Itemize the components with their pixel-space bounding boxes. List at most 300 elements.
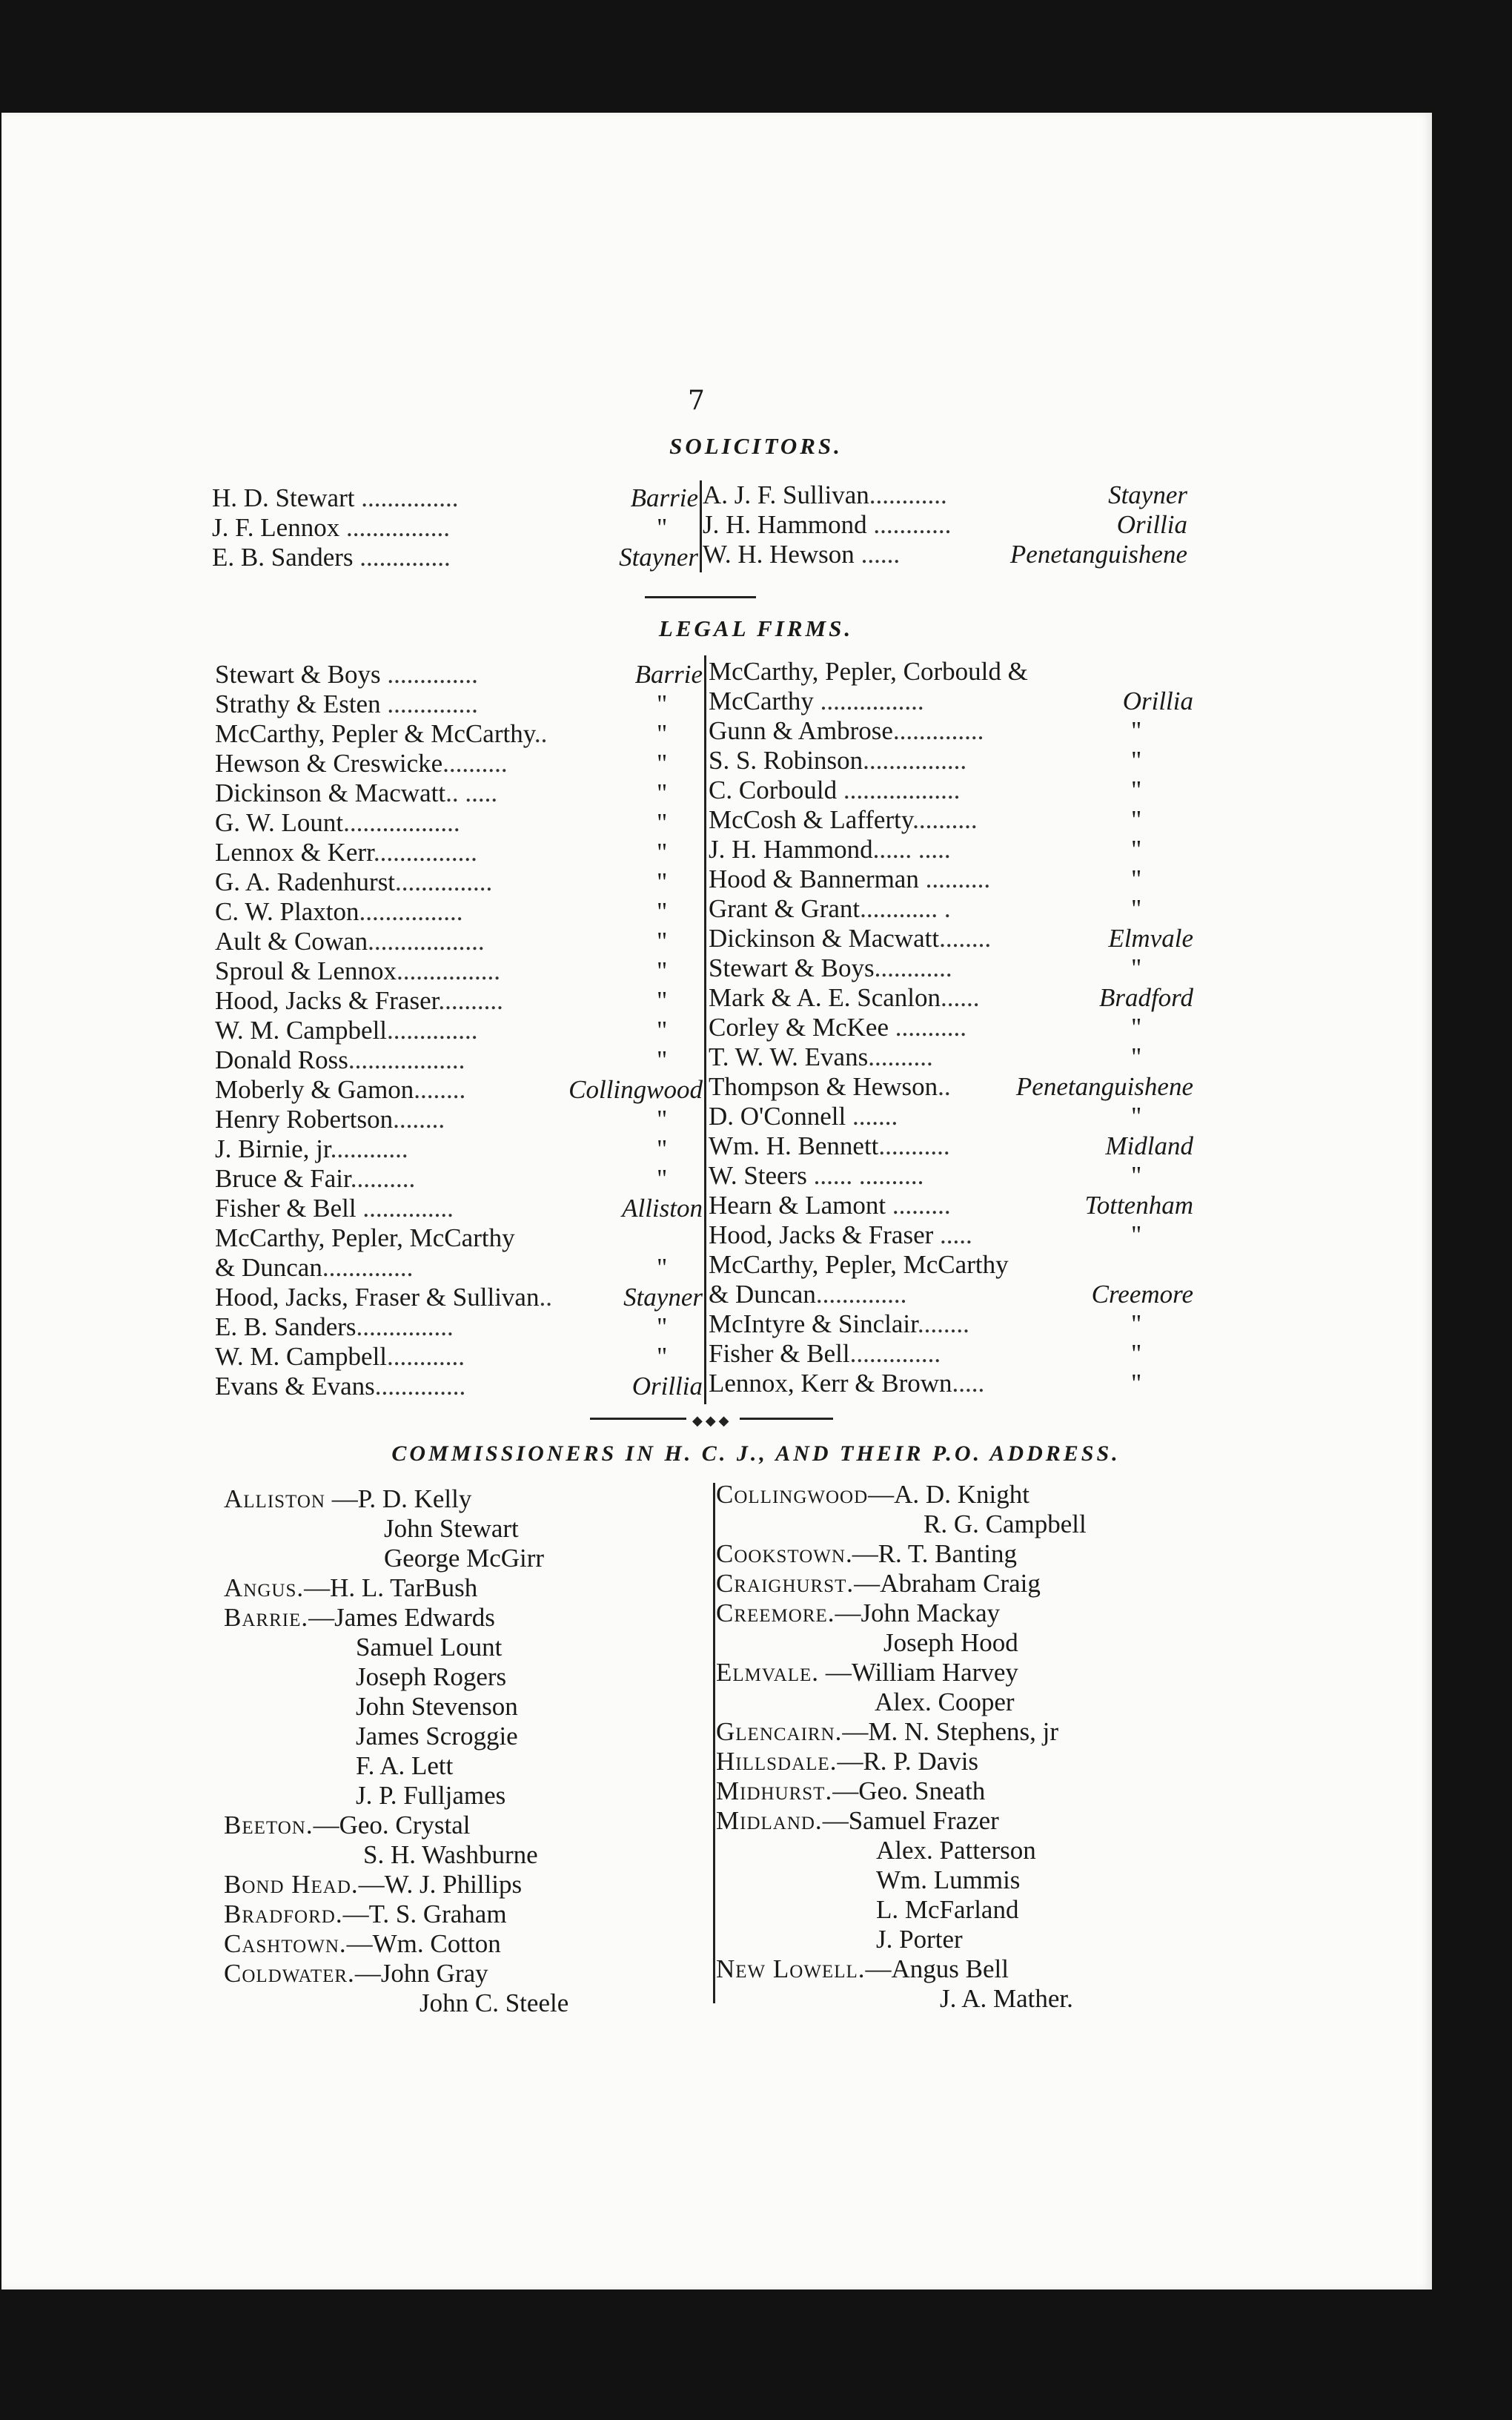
listing-name: Stewart & Boys xyxy=(709,953,875,982)
commissioner-town-row xyxy=(224,1811,471,1840)
listing-name: Donald Ross xyxy=(215,1045,348,1074)
town-name: Cookstown xyxy=(716,1539,846,1568)
dash-separator: — xyxy=(304,1573,331,1602)
listing-name: Strathy & Esten xyxy=(215,690,381,718)
commissioner-name: M. N. Stephens, jr xyxy=(868,1717,1059,1746)
listing-name: W. M. Campbell xyxy=(215,1016,388,1045)
listing-row xyxy=(215,1342,668,1372)
listing-row xyxy=(215,1312,668,1342)
leader-dots: ........ xyxy=(414,1075,466,1104)
listing-name: Hearn & Lamont xyxy=(709,1191,886,1220)
listing-row xyxy=(215,690,668,719)
listing-name: Fisher & Bell xyxy=(709,1339,850,1368)
commissioner-town-row xyxy=(716,1776,985,1806)
listing-name: J. F. Lennox xyxy=(212,513,340,542)
listing-place: Orillia xyxy=(1116,510,1187,539)
listing-name: McCarthy, Pepler, McCarthy xyxy=(709,1250,1009,1279)
ditto-mark: " xyxy=(1131,776,1142,804)
listing-row xyxy=(703,540,1187,569)
leader-dots: ............ xyxy=(330,1134,408,1163)
listing-name: C. Corbould xyxy=(709,776,838,804)
listing-row xyxy=(703,510,1187,540)
listing-name: McCarthy, Pepler, Corbould & xyxy=(709,657,1028,686)
town-name: New Lowell. xyxy=(716,1954,866,1983)
leader-dots: .............. xyxy=(380,660,478,689)
commissioner-name: J. A. Mather. xyxy=(940,1984,1073,2013)
commissioner-name: John C. Steele xyxy=(420,1988,569,2017)
dash-separator: — xyxy=(835,1599,861,1627)
commissioner-name: H. L. TarBush xyxy=(330,1573,478,1602)
dash-separator: — xyxy=(354,1959,381,1988)
leader-dots: .............. xyxy=(815,1280,907,1309)
ditto-mark: " xyxy=(657,808,668,837)
leader-dots: ................ xyxy=(396,956,500,985)
listing-place: Penetanguishene xyxy=(1015,1072,1193,1101)
listing-name: Hood, Jacks, Fraser & Sullivan xyxy=(215,1283,540,1312)
listing-place: Orillia xyxy=(631,1372,703,1401)
town-name: Midland. xyxy=(716,1806,823,1835)
listing-name: Lennox & Kerr xyxy=(215,838,374,867)
listing-name: Hood, Jacks & Fraser xyxy=(215,986,439,1015)
dash-separator: — xyxy=(346,1929,373,1958)
listing-row xyxy=(709,924,1193,953)
listing-place: Barrie xyxy=(630,483,698,512)
town-name: Hillsdale. xyxy=(716,1747,838,1776)
listing-row xyxy=(709,1220,1142,1250)
leader-dots: ................ xyxy=(813,687,924,715)
listing-row xyxy=(212,513,668,543)
leader-dots: ................ xyxy=(339,513,450,542)
leader-dots: .......... xyxy=(912,805,978,834)
listing-row xyxy=(709,1072,1193,1102)
commissioner-name: Alex. Cooper xyxy=(875,1687,1015,1716)
town-name: Barrie. xyxy=(224,1603,309,1632)
dash-separator: — xyxy=(342,1900,369,1928)
commissioner-town-row xyxy=(716,1480,1029,1510)
listing-name: McIntyre & Sinclair xyxy=(709,1309,918,1338)
leader-dots: .................. xyxy=(348,1045,465,1074)
town-name: Beeton. xyxy=(224,1811,314,1839)
listing-row xyxy=(215,749,668,778)
dash-separator: — xyxy=(837,1747,863,1776)
listing-place: Alliston xyxy=(622,1194,703,1223)
leader-dots: .................. xyxy=(368,927,485,956)
commissioner-town-row xyxy=(716,1954,1009,1984)
commissioner-name: A. D. Knight xyxy=(894,1480,1029,1509)
leader-dots: ..... xyxy=(952,1369,985,1398)
leader-dots: .............. xyxy=(849,1339,941,1368)
commissioner-name: Joseph Rogers xyxy=(356,1662,507,1691)
dash-separator: — xyxy=(868,1480,895,1509)
ditto-mark: " xyxy=(657,867,668,896)
listing-name: Dickinson & Macwatt xyxy=(709,924,940,953)
leader-dots: .............. xyxy=(892,716,984,745)
listing-place: Penetanguishene xyxy=(1009,540,1187,569)
dash-separator: — xyxy=(822,1806,849,1835)
ornament-rule-right xyxy=(740,1418,833,1420)
leader-dots: ............... xyxy=(395,867,493,896)
dash-separator: — xyxy=(819,1658,852,1687)
ditto-mark: " xyxy=(657,1016,668,1045)
leader-dots: .............. xyxy=(356,1194,454,1223)
listing-row xyxy=(709,953,1142,983)
commissioner-name: P. D. Kelly xyxy=(357,1484,472,1513)
leader-dots: .......... xyxy=(438,986,503,1015)
commissioner-name: J. P. Fulljames xyxy=(356,1781,506,1810)
town-name: Bond Head. xyxy=(224,1870,359,1899)
ditto-mark: " xyxy=(1131,1102,1142,1131)
leader-dots: ..... xyxy=(933,1220,972,1249)
listing-name: J. Birnie, jr xyxy=(215,1134,331,1163)
listing-row xyxy=(215,1105,668,1134)
ditto-mark: " xyxy=(1131,1309,1142,1338)
listing-row xyxy=(709,983,1193,1013)
listing-row xyxy=(709,805,1142,835)
leader-dots: ............ xyxy=(869,480,947,509)
listing-row xyxy=(215,986,668,1016)
listing-row xyxy=(215,867,668,897)
leader-dots: .......... xyxy=(868,1042,933,1071)
ditto-mark: " xyxy=(657,1045,668,1074)
town-name: Bradford. xyxy=(224,1900,343,1928)
leader-dots: ......... xyxy=(886,1191,951,1220)
listing-name: Fisher & Bell xyxy=(215,1194,357,1223)
listing-place: Barrie xyxy=(634,660,703,689)
commissioner-town-row xyxy=(224,1573,477,1603)
leader-dots: .............. xyxy=(322,1253,414,1282)
listing-name: W. M. Campbell xyxy=(215,1342,388,1371)
commissioner-town-row xyxy=(716,1717,1058,1747)
dash-separator: — xyxy=(358,1870,385,1899)
dash-separator: — xyxy=(313,1811,339,1839)
leader-dots: ........ xyxy=(393,1105,445,1134)
solicitors-column-divider xyxy=(700,480,702,572)
listing-name: Gunn & Ambrose xyxy=(709,716,893,745)
listing-name: Mark & A. E. Scanlon xyxy=(709,983,941,1012)
leader-dots: ............ xyxy=(387,1342,465,1371)
commissioner-name: T. S. Graham xyxy=(368,1900,507,1928)
town-name: Elmvale. xyxy=(716,1658,820,1687)
listing-name: Hood, Jacks & Fraser xyxy=(709,1220,934,1249)
commissioner-town-row xyxy=(716,1539,1017,1569)
leader-dots: ...... ..... xyxy=(872,835,951,864)
leader-dots: ............... xyxy=(356,1312,454,1341)
leader-dots: ........ xyxy=(917,1309,969,1338)
listing-row xyxy=(215,1283,703,1312)
commissioner-town-row xyxy=(716,1599,1000,1628)
ditto-mark: " xyxy=(657,897,668,926)
dash-separator: — xyxy=(842,1717,869,1746)
leader-dots: .. xyxy=(534,719,548,748)
ditto-mark: " xyxy=(657,1253,668,1282)
leader-dots: ................ xyxy=(359,897,463,926)
legal-firms-heading: LEGAL FIRMS. xyxy=(658,615,854,641)
listing-name: McCarthy xyxy=(709,687,814,715)
listing-row xyxy=(215,1194,703,1223)
town-name: Angus. xyxy=(224,1573,305,1602)
leader-dots: .................. xyxy=(343,808,460,837)
leader-dots: ........ xyxy=(939,924,992,953)
listing-name: Hood & Bannerman xyxy=(709,864,919,893)
page-number: 7 xyxy=(688,386,705,416)
commissioner-name: James Edwards xyxy=(334,1603,495,1632)
commissioner-name: Alex. Patterson xyxy=(876,1836,1036,1865)
listing-name: Moberly & Gamon xyxy=(215,1075,414,1104)
listing-name: Wm. H. Bennett xyxy=(709,1131,879,1160)
listing-row xyxy=(709,835,1142,864)
listing-name: & Duncan xyxy=(215,1253,322,1282)
listing-name: Grant & Grant xyxy=(709,894,861,923)
listing-place: Bradford xyxy=(1098,983,1193,1012)
town-name: Alliston xyxy=(224,1484,325,1513)
listing-row xyxy=(709,1013,1142,1042)
ditto-mark: " xyxy=(1131,894,1142,923)
ditto-mark: " xyxy=(1131,805,1142,834)
ditto-mark: " xyxy=(1131,1161,1142,1190)
listing-place: Orillia xyxy=(1122,687,1193,715)
listing-row xyxy=(215,838,668,867)
commissioner-name: William Harvey xyxy=(851,1658,1018,1687)
ditto-mark: " xyxy=(657,1312,668,1341)
commissioner-name: F. A. Lett xyxy=(356,1751,454,1780)
listing-row xyxy=(709,1042,1142,1072)
commissioner-name: Joseph Hood xyxy=(883,1628,1018,1657)
listing-name: E. B. Sanders xyxy=(215,1312,357,1341)
commissioner-name: Samuel Lount xyxy=(356,1633,503,1662)
commissioner-name: Geo. Sneath xyxy=(858,1776,986,1805)
commissioner-town-row xyxy=(716,1569,1041,1599)
commissioner-town-row xyxy=(716,1806,999,1836)
commissioner-name: Angus Bell xyxy=(891,1954,1009,1983)
listing-row xyxy=(709,1280,1193,1309)
listing-row xyxy=(215,1164,668,1194)
ditto-mark: " xyxy=(1131,1013,1142,1042)
listing-row xyxy=(215,1253,668,1283)
ditto-mark: " xyxy=(657,1164,668,1193)
listing-row xyxy=(215,778,668,808)
leader-dots: ............... xyxy=(354,483,459,512)
listing-row xyxy=(215,1016,668,1045)
town-name: Collingwood xyxy=(716,1480,869,1509)
commissioner-town-row xyxy=(224,1929,501,1959)
listing-row xyxy=(709,1309,1142,1339)
leader-dots: ........... xyxy=(888,1013,966,1042)
listing-name: Hewson & Creswicke xyxy=(215,749,443,778)
commissioner-town-row xyxy=(716,1747,978,1776)
leader-dots: .......... xyxy=(918,864,991,893)
listing-name: Lennox, Kerr & Brown xyxy=(709,1369,952,1398)
leader-dots: ...... xyxy=(854,540,901,569)
town-name: Glencairn. xyxy=(716,1717,843,1746)
commissioner-town-row xyxy=(224,1900,507,1929)
commissioner-town-row xyxy=(224,1603,495,1633)
listing-name: Evans & Evans xyxy=(215,1372,375,1401)
ditto-mark: " xyxy=(1131,1369,1142,1398)
listing-name: McCosh & Lafferty xyxy=(709,805,913,834)
dash-separator: — xyxy=(832,1776,859,1805)
commissioner-name: Geo. Crystal xyxy=(339,1811,471,1839)
listing-row xyxy=(215,897,668,927)
commissioner-town-row xyxy=(716,1658,1018,1687)
listing-row xyxy=(709,716,1142,746)
town-name: Midhurst. xyxy=(716,1776,833,1805)
leader-dots: ....... xyxy=(846,1102,898,1131)
ditto-mark: " xyxy=(1131,746,1142,775)
dash-separator: — xyxy=(308,1603,335,1632)
commissioner-name: L. McFarland xyxy=(876,1895,1019,1924)
listing-row xyxy=(215,1045,668,1075)
ditto-mark: " xyxy=(1131,864,1142,893)
listing-name: G. W. Lount xyxy=(215,808,344,837)
listing-name: H. D. Stewart xyxy=(212,483,355,512)
listing-row xyxy=(709,657,1028,687)
town-name: Cashtown. xyxy=(224,1929,347,1958)
listing-name: D. O'Connell xyxy=(709,1102,846,1131)
commissioner-name: Wm. Cotton xyxy=(372,1929,501,1958)
listing-row xyxy=(709,687,1193,716)
listing-name: A. J. F. Sullivan xyxy=(703,480,869,509)
commissioner-name: Abraham Craig xyxy=(880,1569,1041,1598)
ditto-mark: " xyxy=(1131,953,1142,982)
leader-dots: ........... xyxy=(878,1131,950,1160)
legal-firms-column-divider xyxy=(704,655,706,1404)
listing-row xyxy=(709,1131,1193,1161)
ditto-mark: " xyxy=(657,956,668,985)
town-name: Craighurst. xyxy=(716,1569,855,1598)
listing-place: Tottenham xyxy=(1084,1191,1193,1220)
ditto-mark: " xyxy=(1131,1339,1142,1368)
listing-row xyxy=(215,927,668,956)
listing-place: Creemore xyxy=(1091,1280,1193,1309)
ditto-mark: " xyxy=(657,690,668,718)
leader-dots: .......... xyxy=(350,1164,416,1193)
leader-dots: ................ xyxy=(863,746,967,775)
commissioner-town-row xyxy=(224,1484,471,1514)
commissioner-town-row xyxy=(224,1870,522,1900)
listing-name: Dickinson & Macwatt xyxy=(215,778,446,807)
listing-name: Ault & Cowan xyxy=(215,927,368,956)
ditto-mark: " xyxy=(657,1134,668,1163)
listing-row xyxy=(709,746,1142,776)
leader-dots: .............. xyxy=(374,1372,466,1401)
commissioner-name: John Mackay xyxy=(861,1599,1001,1627)
listing-row xyxy=(215,1372,703,1401)
ditto-mark: " xyxy=(1131,1220,1142,1249)
commissioner-name: S. H. Washburne xyxy=(363,1840,538,1869)
listing-place: Collingwood xyxy=(568,1075,703,1104)
listing-place: Stayner xyxy=(619,543,698,572)
dash-separator: — xyxy=(325,1484,358,1513)
listing-place: Midland xyxy=(1105,1131,1193,1160)
listing-name: Sproul & Lennox xyxy=(215,956,397,985)
commissioner-name: John Gray xyxy=(380,1959,488,1988)
listing-name: C. W. Plaxton xyxy=(215,897,359,926)
commissioners-column-divider xyxy=(713,1483,715,2003)
ditto-mark: " xyxy=(657,1342,668,1371)
listing-place: Elmvale xyxy=(1108,924,1193,953)
ditto-mark: " xyxy=(657,513,668,542)
ditto-mark: " xyxy=(657,1105,668,1134)
leader-dots: .. xyxy=(539,1283,552,1312)
listing-row xyxy=(212,483,698,513)
leader-dots: .............. xyxy=(353,543,451,572)
commissioner-name: John Stewart xyxy=(384,1514,519,1543)
leader-dots: .................. xyxy=(837,776,961,804)
leader-dots: ................ xyxy=(373,838,477,867)
listing-name: E. B. Sanders xyxy=(212,543,354,572)
listing-place: Stayner xyxy=(1108,480,1187,509)
listing-row xyxy=(212,543,698,572)
listing-row xyxy=(215,1223,515,1253)
listing-row xyxy=(709,1250,1009,1280)
listing-name: G. A. Radenhurst xyxy=(215,867,396,896)
solicitors-heading: SOLICITORS. xyxy=(669,433,843,459)
listing-row xyxy=(709,1191,1193,1220)
listing-name: McCarthy, Pepler & McCarthy xyxy=(215,719,534,748)
listing-row xyxy=(709,864,1142,894)
listing-name: Corley & McKee xyxy=(709,1013,889,1042)
listing-name: W. H. Hewson xyxy=(703,540,855,569)
listing-name: McCarthy, Pepler, McCarthy xyxy=(215,1223,515,1252)
ditto-mark: " xyxy=(1131,1042,1142,1071)
listing-row xyxy=(709,1102,1142,1131)
listing-place: Stayner xyxy=(623,1283,703,1312)
ornament-rule-left xyxy=(590,1418,686,1420)
dash-separator: — xyxy=(865,1954,892,1983)
leader-dots: .. xyxy=(938,1072,951,1101)
listing-row xyxy=(709,1161,1142,1191)
listing-row xyxy=(709,776,1142,805)
listing-name: Thompson & Hewson xyxy=(709,1072,938,1101)
leader-dots: ............ xyxy=(866,510,952,539)
commissioner-name: R. P. Davis xyxy=(863,1747,979,1776)
listing-row xyxy=(215,1075,703,1105)
ditto-mark: " xyxy=(1131,835,1142,864)
commissioner-name: R. T. Banting xyxy=(878,1539,1018,1568)
ditto-mark: " xyxy=(657,986,668,1015)
ditto-mark: " xyxy=(657,749,668,778)
ditto-mark: " xyxy=(657,778,668,807)
commissioner-name: J. Porter xyxy=(876,1925,963,1954)
listing-row xyxy=(709,1369,1142,1398)
leader-dots: ............ . xyxy=(860,894,951,923)
listing-name: T. W. W. Evans xyxy=(709,1042,869,1071)
listing-name: J. H. Hammond xyxy=(709,835,873,864)
listing-row xyxy=(703,480,1187,510)
ditto-mark: " xyxy=(1131,716,1142,745)
commissioner-town-row xyxy=(224,1959,488,1988)
listing-name: Bruce & Fair xyxy=(215,1164,351,1193)
ditto-mark: " xyxy=(657,838,668,867)
listing-name: & Duncan xyxy=(709,1280,816,1309)
listing-row xyxy=(215,808,668,838)
commissioner-name: James Scroggie xyxy=(356,1722,518,1750)
ditto-mark: " xyxy=(657,719,668,748)
commissioner-name: John Stevenson xyxy=(356,1692,518,1721)
commissioner-name: Samuel Frazer xyxy=(848,1806,999,1835)
town-name: Creemore. xyxy=(716,1599,835,1627)
listing-row xyxy=(215,1134,668,1164)
town-name: Coldwater. xyxy=(224,1959,355,1988)
listing-row xyxy=(215,719,668,749)
leader-dots: ............ xyxy=(874,953,952,982)
listing-row xyxy=(709,1339,1142,1369)
ornament-diamonds: ◆◆◆ xyxy=(692,1413,732,1429)
leader-dots: ...... .......... xyxy=(806,1161,924,1190)
leader-dots: .......... xyxy=(442,749,508,778)
leader-dots: .............. xyxy=(380,690,478,718)
commissioner-name: W. J. Phillips xyxy=(384,1870,523,1899)
